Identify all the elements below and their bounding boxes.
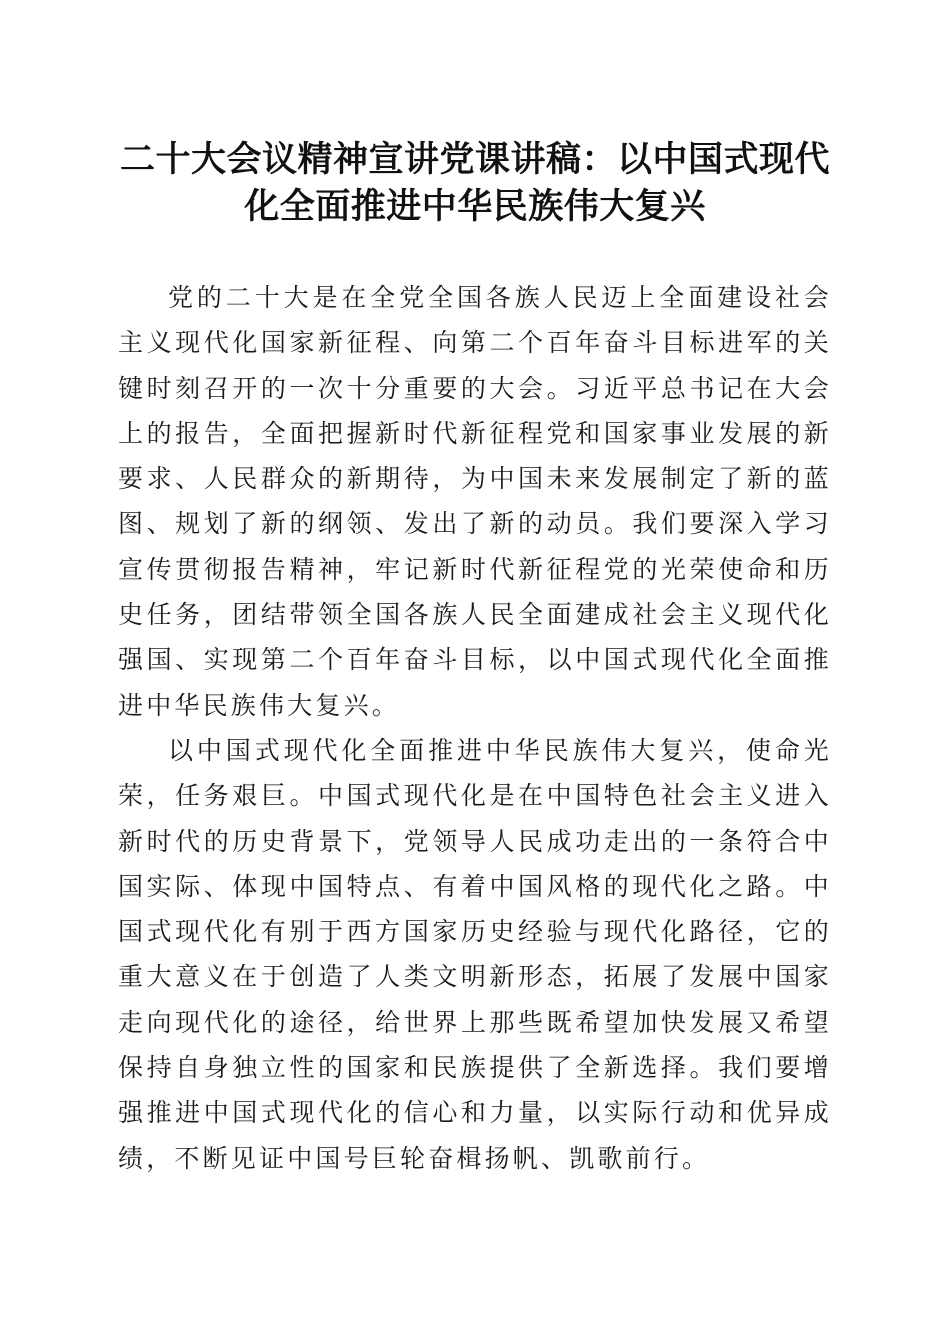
document-body bbox=[118, 275, 832, 1181]
document-title: 二十大会议精神宣讲党课讲稿：以中国式现代化全面推进中华民族伟大复兴 bbox=[119, 139, 830, 227]
paragraph-1: 党的二十大是在全党全国各族人民迈上全面建设社会主义现代化国家新征程、向第二个百年奋斗目标进军的关键时刻召开的一次十分重要的大会。习近平总书记在大会上的报告，全面把握新时代新征程党和国家事业发展的新要求、人民群众的新期待，为中国未来发展制定了新的蓝图、规划了新的纲领、发出了新的动员。我们要深入学习宣传贯彻报告精神，牢记新时代新征程党的光荣使命和历史任务，团结带领全国各族人民全面建成社会主义现代化强国、实现第二个百年奋斗目标，以中国式现代化全面推进中华民族伟大复兴。 bbox=[118, 283, 832, 720]
paragraph-2: 以中国式现代化全面推进中华民族伟大复兴，使命光荣，任务艰巨。中国式现代化是在中国特色社会主义进入新时代的历史背景下，党领导人民成功走出的一条符合中国实际、体现中国特点、有着中国风格的现代化之路。中国式现代化有别于西方国家历史经验与现代化路径，它的重大意义在于创造了人类文明新形态，拓展了发展中国家走向现代化的途径，给世界上那些既希望加快发展又希望保持自身独立性的国家和民族提供了全新选择。我们要增强推进中国式现代化的信心和力量，以实际行动和优异成绩，不断见证中国号巨轮奋楫扬帆、凯歌前行。 bbox=[118, 735, 832, 1173]
